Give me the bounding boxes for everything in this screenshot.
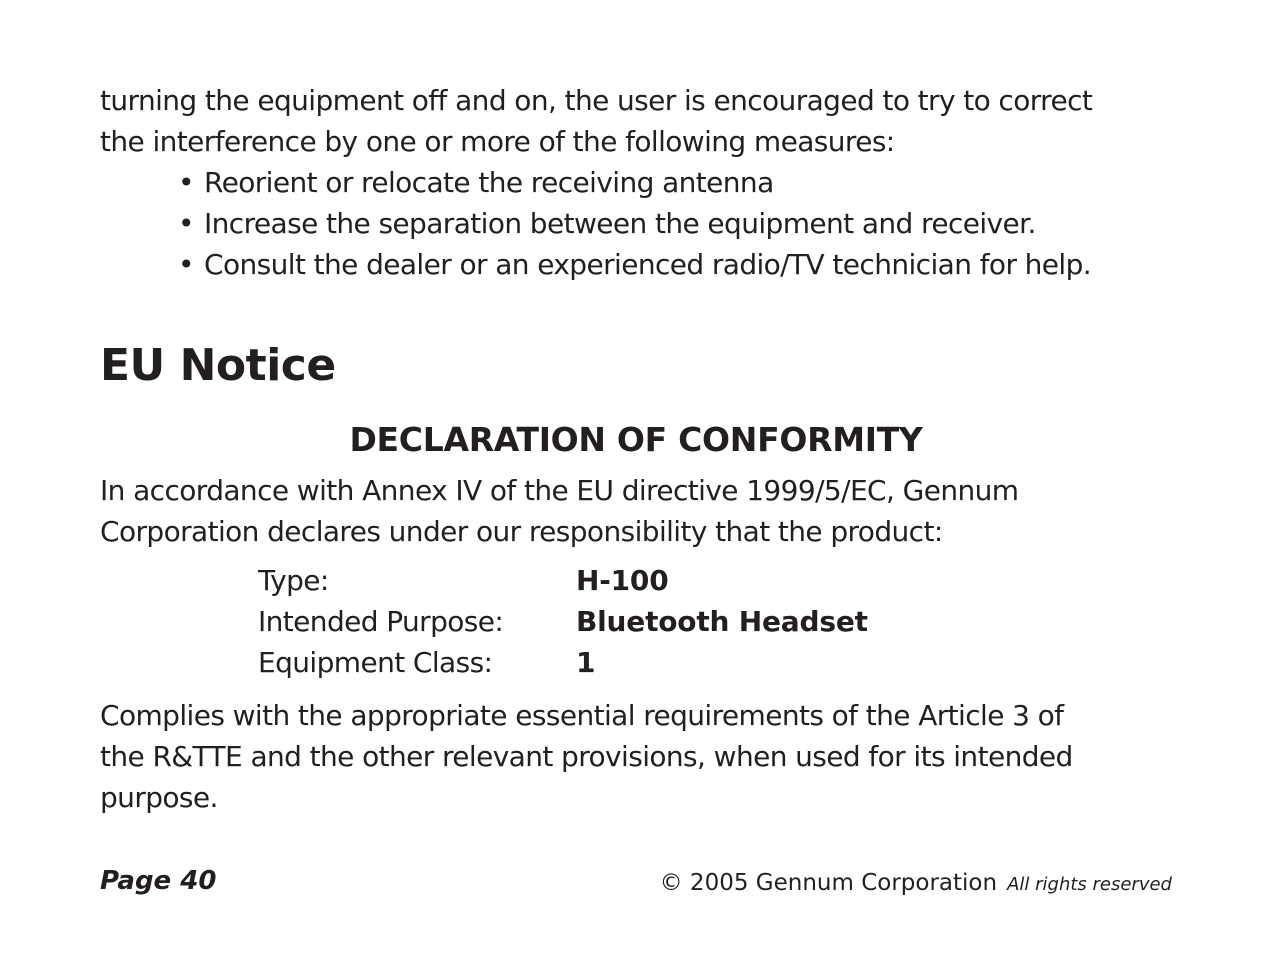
fcc-interference-paragraph [100,80,1180,162]
compliance-paragraph [100,695,1073,818]
spec-label: Equipment Class: [258,646,493,679]
paragraph-line: Complies with the appropriate essential requirements of the Article 3 of [100,699,1064,732]
paragraph-line: turning the equipment off and on, the user is encouraged to try to correct [100,84,1093,117]
page-number: Page 40 [100,866,217,896]
spec-row [258,642,868,683]
paragraph-line: Corporation declares under our responsibility that the product: [100,515,943,548]
rights-reserved: All rights reserved [1007,874,1172,895]
paragraph-line: purpose. [100,781,218,814]
list-item-text: Increase the separation between the equipment and receiver. [204,207,1036,240]
product-spec [258,560,868,683]
spec-value: Bluetooth Headset [576,605,868,638]
bullet-icon: • [178,248,194,281]
spec-row [258,601,868,642]
spec-value: 1 [576,646,596,679]
declaration-intro [100,470,1018,552]
list-item-text: Reorient or relocate the receiving antenna [204,166,774,199]
spec-label: Intended Purpose: [258,605,504,638]
paragraph-line: the interference by one or more of the following measures: [100,125,895,158]
paragraph-line: the R&TTE and the other relevant provisions, when used for its intended [100,740,1073,773]
declaration-title: DECLARATION OF CONFORMITY [349,420,923,459]
spec-row [258,560,868,601]
section-title: EU Notice [100,340,336,391]
measures-list [100,162,1180,285]
list-item [178,203,1180,244]
list-item-text: Consult the dealer or an experienced radio/TV technician for help. [204,248,1092,281]
list-item [178,162,1180,203]
page-footer [100,866,1172,906]
document-page [100,80,1180,814]
bullet-icon: • [178,207,194,240]
bullet-icon: • [178,166,194,199]
copyright-notice [660,870,1172,896]
spec-value: H-100 [576,564,669,597]
spec-label: Type: [258,564,329,597]
copyright-text: © 2005 Gennum Corporation [659,870,998,896]
paragraph-line: In accordance with Annex IV of the EU directive 1999/5/EC, Gennum [100,474,1019,507]
list-item [178,244,1180,285]
